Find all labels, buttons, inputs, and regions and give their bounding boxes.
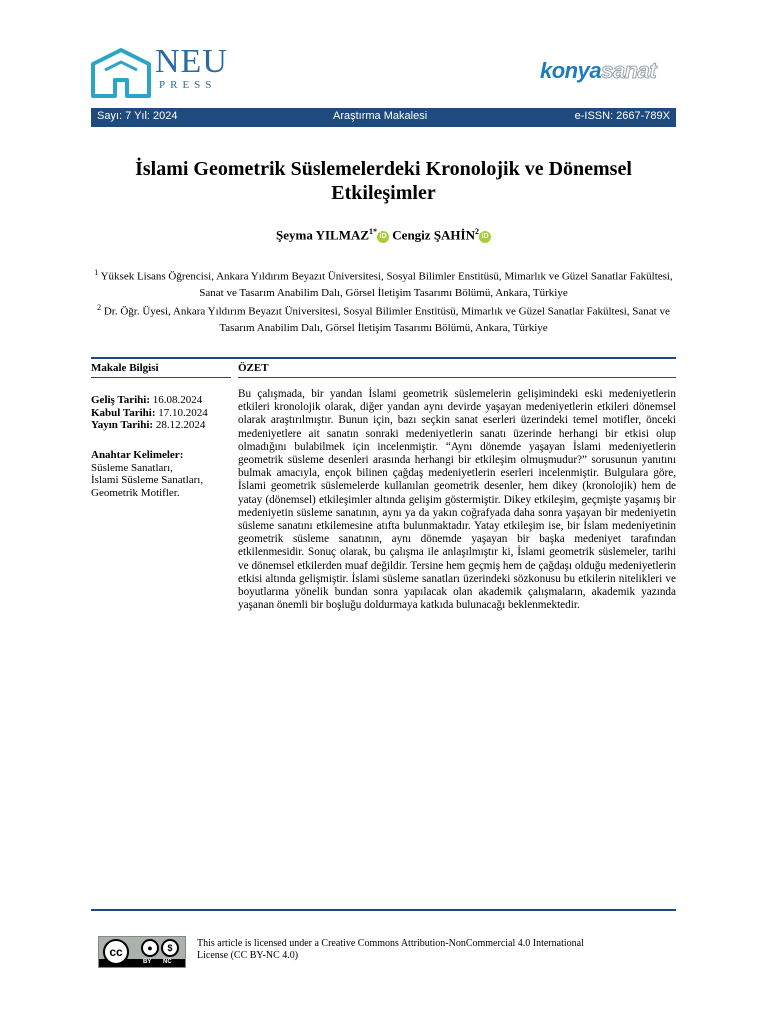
heading-divider bbox=[238, 377, 676, 378]
heading-divider bbox=[91, 377, 231, 378]
published-label: Yayın Tarihi: bbox=[91, 419, 154, 431]
noncommercial-icon: $ bbox=[161, 939, 179, 957]
article-type: Araştırma Makalesi bbox=[333, 110, 428, 122]
published-date bbox=[91, 419, 231, 432]
attribution-icon: ● bbox=[141, 939, 159, 957]
journal-logo bbox=[540, 58, 656, 84]
issn: e-ISSN: 2667-789X bbox=[574, 110, 670, 122]
author-line bbox=[91, 227, 676, 243]
accepted-label: Kabul Tarihi: bbox=[91, 406, 156, 419]
keyword-item: İslami Süsleme Sanatları, bbox=[91, 474, 204, 486]
abstract-text: Bu çalışmada, bir yandan İslami geometrik süslemelerin gelişimindeki eski medeniyetlerin etkileri kronolojik olarak, diğer yandan aynı devirde yaşayan medeniyetlerin etkileri dönemsel olarak araştırılmıştır. Bunun için, bazı seçkin sanat eserleri üzerindeki temel motifler, önceki medeniyetlere ait sanatın sonraki medeniyetlerin sanatı üzerinde herhangi bir etkisi olup olmadığını bulabilmek için incelenmiştir. “Aynı dönemde yaşayan İslami medeniyetlerin geometrik süsleme desenleri arasında herhangi bir etkileşim olmuşmudur?” sorusunun yanıtını bulmak amacıyla, ençok bilinen çağdaş medeniyetlerin eserleri incelenmiştir. Bulgulara göre, İslami geometrik süslemelerde kullanılan geometrik desenler, hem dikey (kronolojik) hem de yatay (dönemsel) etkileşimler altında gelişim göstermiştir. Dikey etkileşim, geçmişte yaşamış bir medeniyetin süsleme sanatının, aynı ya da yakın coğrafyada daha sonra yaşayan bir medeniyetin süsleme sanatını etkilemesine atıfta bulunmaktadır. Yatay etkileşim ise, bir İslam medeniyetinin geometrik süsleme sanatının, aynı dönemde yaşayan bir başka medeniyet tarafından etkilenmesidir. Sonuç olarak, bu çalışma ile anlaşılmıştır ki, İslami geometrik süslemeler, tarihi ve dönemsel etkilerden muaf değildir. Tersine hem geçmiş hem de çağdaşı olduğu medeniyetlerin etkisi altında gelişmiştir. İslami süsleme sanatları üzerindeki sözkonusu bu etkilerin nitelikleri ve boyutlarına yönelik bundan sonra yapılacak olan akademik çalışmaların, akademik yazında yaşanan önemli bir boşluğu doldurmaya katkıda bulunacağı beklenmektedir. bbox=[238, 388, 676, 612]
cc-nc-label: NC bbox=[163, 959, 172, 965]
affiliation-1-sup: 1 bbox=[94, 268, 99, 277]
affiliation-1-text: Yüksek Lisans Öğrencisi, Ankara Yıldırım Beyazıt Üniversitesi, Sosyal Bilimler Enstitüsü, Mimarlık ve Güzel Sanatlar Fakültesi, Sanat ve Tasarım Anabilim Dalı, Görsel İletişim Tasarımı Bölümü, Ankara, Türkiye bbox=[100, 270, 673, 299]
cc-by-label: BY bbox=[143, 959, 152, 965]
affiliation-2-text: Dr. Öğr. Üyesi, Ankara Yıldırım Beyazıt Üniversitesi, Sosyal Bilimler Enstitüsü, Mimarlık ve Güzel Sanatlar Fakültesi, Sanat ve Tasarım Anabilim Dalı, Görsel İletişim Tasarımı Bölümü, Ankara, Türkiye bbox=[103, 305, 670, 334]
journal-logo-part2: sanat bbox=[601, 58, 657, 83]
publisher-name: NEU bbox=[155, 43, 228, 80]
received-label: Geliş Tarihi: bbox=[91, 394, 150, 406]
orcid-icon[interactable]: iD bbox=[377, 231, 389, 243]
article-info-heading: Makale Bilgisi bbox=[91, 362, 159, 374]
accepted-value: 17.10.2024 bbox=[158, 406, 208, 419]
published-value: 28.12.2024 bbox=[155, 419, 206, 431]
received-date bbox=[91, 394, 231, 407]
orcid-icon[interactable]: iD bbox=[479, 231, 491, 243]
author-1: Şeyma YILMAZ bbox=[276, 227, 370, 243]
cc-icon: cc bbox=[103, 939, 129, 965]
affiliation-2-sup: 2 bbox=[97, 303, 102, 312]
affiliation-1 bbox=[91, 265, 676, 301]
issue-number: Sayı: 7 Yıl: 2024 bbox=[97, 110, 178, 122]
received-value: 16.08.2024 bbox=[152, 394, 203, 406]
accepted-date bbox=[91, 407, 231, 420]
publisher-logo bbox=[91, 44, 241, 100]
keywords-label: Anahtar Kelimeler: bbox=[91, 449, 184, 461]
author-1-sup: 1* bbox=[369, 227, 378, 236]
footer-divider bbox=[91, 909, 676, 911]
keywords-block bbox=[91, 449, 236, 499]
affiliation-2 bbox=[91, 300, 676, 336]
article-title: İslami Geometrik Süslemelerdeki Kronolojik ve Dönemsel Etkileşimler bbox=[135, 158, 632, 204]
license-text: This article is licensed under a Creative Commons Attribution-NonCommercial 4.0 International License (CC BY-NC 4.0) bbox=[197, 938, 584, 961]
book-house-icon bbox=[91, 46, 151, 98]
keyword-item: Süsleme Sanatları, bbox=[91, 461, 173, 474]
section-divider bbox=[91, 357, 676, 359]
article-dates bbox=[91, 394, 231, 432]
author-2: Cengiz ŞAHİN bbox=[392, 227, 475, 243]
issue-info-bar bbox=[91, 108, 676, 127]
abstract-heading: ÖZET bbox=[238, 362, 269, 374]
author-2-sup: 2 bbox=[475, 227, 479, 236]
journal-logo-part1: konya bbox=[540, 58, 602, 83]
cc-license-badge[interactable] bbox=[98, 936, 186, 968]
publisher-subtitle: PRESS bbox=[159, 79, 217, 91]
keyword-item: Geometrik Motifler. bbox=[91, 486, 180, 499]
